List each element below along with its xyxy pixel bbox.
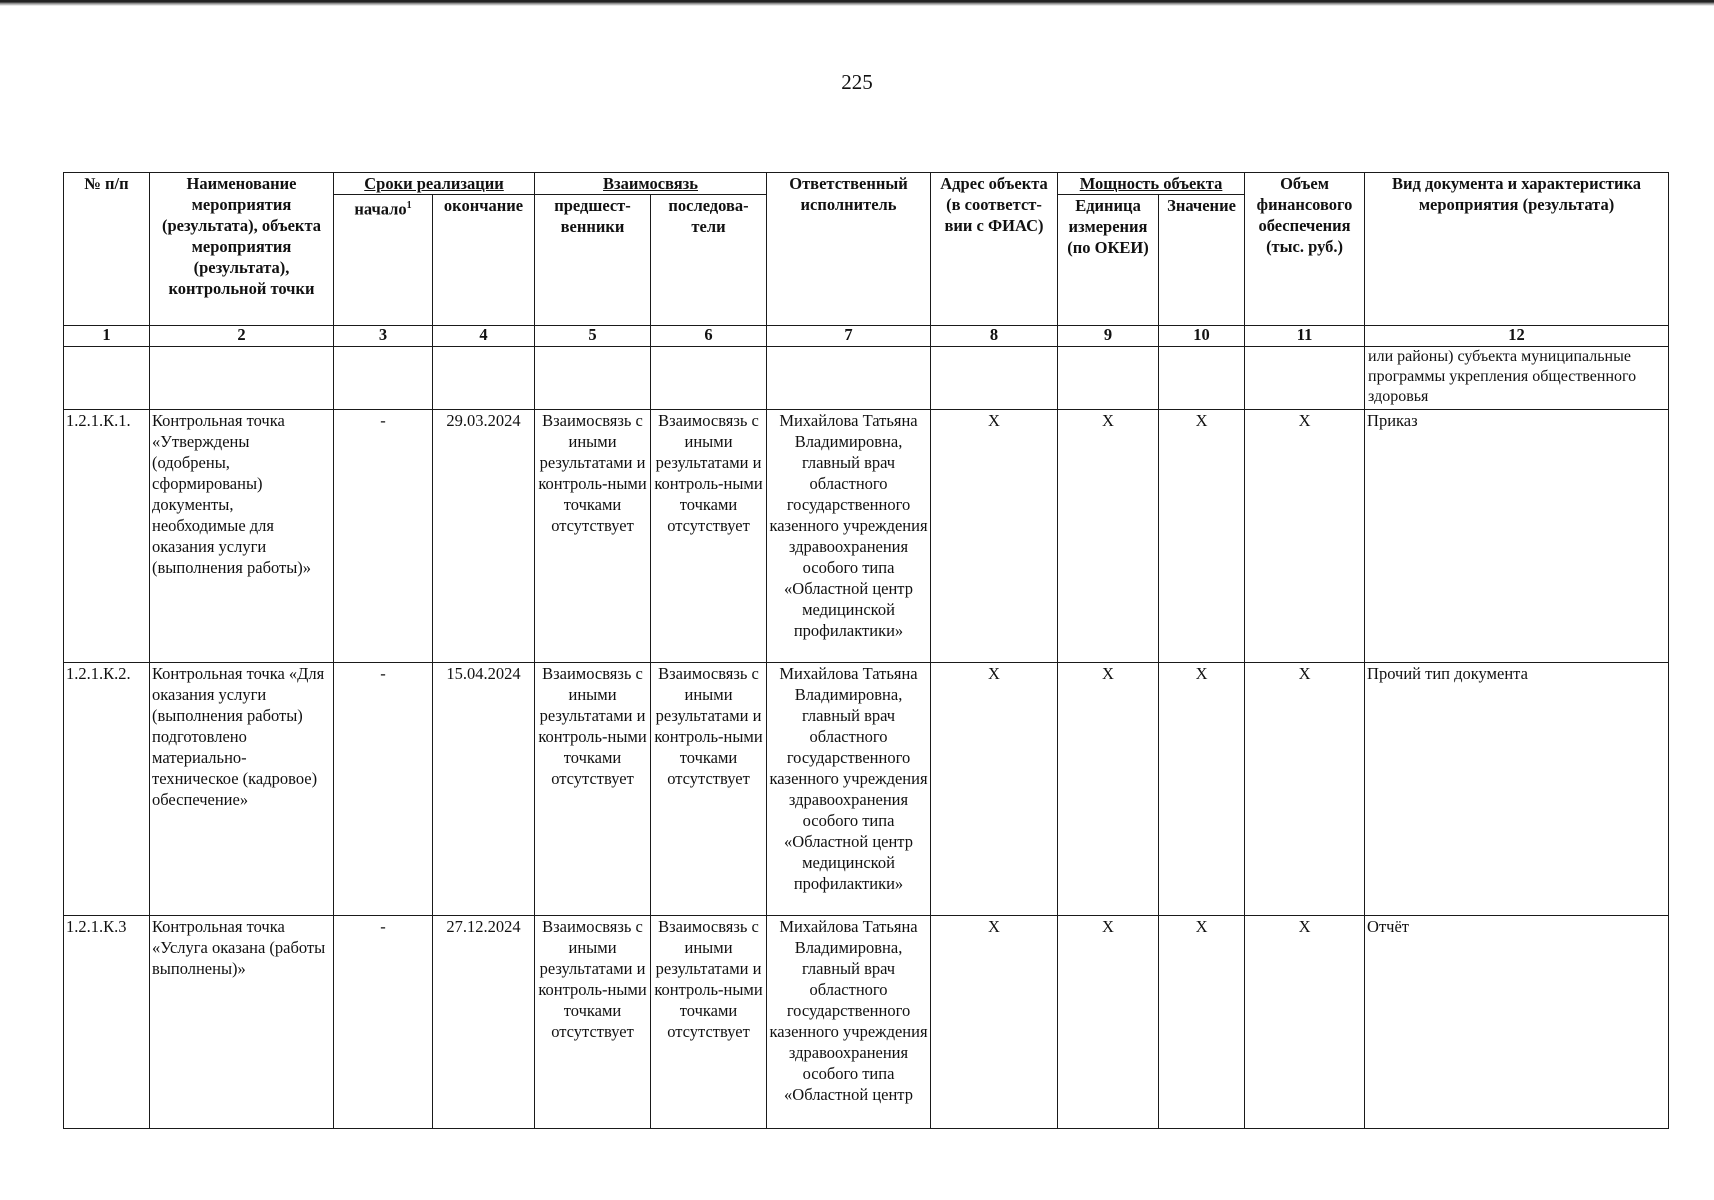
cell-name: Контрольная точка «Для оказания услуги (выполнения работы) подготовлено материально-техническое (кадровое) обеспечение» [150, 663, 334, 916]
header-end: окончание [433, 195, 535, 326]
header-num: № п/п [64, 173, 150, 326]
cell-predecessors: Взаимосвязь с иными результатами и контроль-ными точками отсутствует [535, 410, 651, 663]
header-name: Наименование мероприятия (результата), объекта мероприятия (результата), контрольной точки [150, 173, 334, 326]
header-start-label: начало [354, 199, 407, 219]
column-number: 2 [150, 326, 334, 347]
continuation-text: или районы) субъекта муниципальные программы укрепления общественного здоровья [1365, 347, 1669, 410]
cell-end: 29.03.2024 [433, 410, 535, 663]
cell-predecessors: Взаимосвязь с иными результатами и контроль-ными точками отсутствует [535, 916, 651, 1129]
cell-name: Контрольная точка «Услуга оказана (работы выполнены)» [150, 916, 334, 1129]
header-predecessors: предшест-венники [535, 195, 651, 326]
header-start-footnote: 1 [406, 200, 412, 211]
cell-end: 27.12.2024 [433, 916, 535, 1129]
header-start [334, 195, 433, 326]
cell-document: Прочий тип документа [1365, 663, 1669, 916]
cell-name: Контрольная точка «Утверждены (одобрены, сформированы) документы, необходимые для оказания услуги (выполнения работы)» [150, 410, 334, 663]
cell-unit: X [1058, 916, 1159, 1129]
cell-num: 1.2.1.К.2. [64, 663, 150, 916]
cell-value: X [1159, 410, 1245, 663]
table-row [64, 916, 1669, 1129]
cell-successors: Взаимосвязь с иными результатами и контроль-ными точками отсутствует [651, 663, 767, 916]
cell-predecessors: Взаимосвязь с иными результатами и контроль-ными точками отсутствует [535, 663, 651, 916]
header-terms: Сроки реализации [334, 173, 535, 195]
column-number: 7 [767, 326, 931, 347]
cell-document: Приказ [1365, 410, 1669, 663]
header-document: Вид документа и характеристика мероприятия (результата) [1365, 173, 1669, 326]
header-finance: Объем финансового обеспечения (тыс. руб.) [1245, 173, 1365, 326]
cell-finance: X [1245, 663, 1365, 916]
cell-successors: Взаимосвязь с иными результатами и контроль-ными точками отсутствует [651, 410, 767, 663]
cell-value: X [1159, 663, 1245, 916]
cell-address: X [931, 663, 1058, 916]
column-number: 3 [334, 326, 433, 347]
cell-start: - [334, 410, 433, 663]
cell-finance: X [1245, 410, 1365, 663]
header-value: Значение [1159, 195, 1245, 326]
cell-address: X [931, 410, 1058, 663]
header-address: Адрес объекта (в соответст-вии с ФИАС) [931, 173, 1058, 326]
continuation-row [64, 347, 1669, 410]
column-number: 11 [1245, 326, 1365, 347]
header-unit: Единица измерения (по ОКЕИ) [1058, 195, 1159, 326]
cell-value: X [1159, 916, 1245, 1129]
cell-document: Отчёт [1365, 916, 1669, 1129]
scan-top-edge [0, 0, 1714, 6]
cell-num: 1.2.1.К.3 [64, 916, 150, 1129]
cell-responsible: Михайлова Татьяна Владимировна, главный врач областного государственного казенного учреждения здравоохранения особого типа «Областной центр [767, 916, 931, 1129]
plan-table [63, 172, 1669, 1129]
table-row [64, 663, 1669, 916]
column-number: 12 [1365, 326, 1669, 347]
page-number: 225 [841, 70, 873, 94]
column-number-row [64, 326, 1669, 347]
header-capacity: Мощность объекта [1058, 173, 1245, 195]
column-number: 6 [651, 326, 767, 347]
header-responsible: Ответственный исполнитель [767, 173, 931, 326]
column-number: 1 [64, 326, 150, 347]
column-number: 9 [1058, 326, 1159, 347]
cell-responsible: Михайлова Татьяна Владимировна, главный врач областного государственного казенного учреждения здравоохранения особого типа «Областной центр медицинской профилактики» [767, 410, 931, 663]
cell-unit: X [1058, 410, 1159, 663]
column-number: 8 [931, 326, 1058, 347]
table-row [64, 410, 1669, 663]
cell-responsible: Михайлова Татьяна Владимировна, главный врач областного государственного казенного учреждения здравоохранения особого типа «Областной центр медицинской профилактики» [767, 663, 931, 916]
cell-successors: Взаимосвязь с иными результатами и контроль-ными точками отсутствует [651, 916, 767, 1129]
cell-start: - [334, 916, 433, 1129]
column-number: 5 [535, 326, 651, 347]
cell-address: X [931, 916, 1058, 1129]
column-number: 10 [1159, 326, 1245, 347]
cell-num: 1.2.1.К.1. [64, 410, 150, 663]
cell-unit: X [1058, 663, 1159, 916]
header-successors: последова-тели [651, 195, 767, 326]
header-link: Взаимосвязь [535, 173, 767, 195]
column-number: 4 [433, 326, 535, 347]
cell-start: - [334, 663, 433, 916]
cell-end: 15.04.2024 [433, 663, 535, 916]
cell-finance: X [1245, 916, 1365, 1129]
